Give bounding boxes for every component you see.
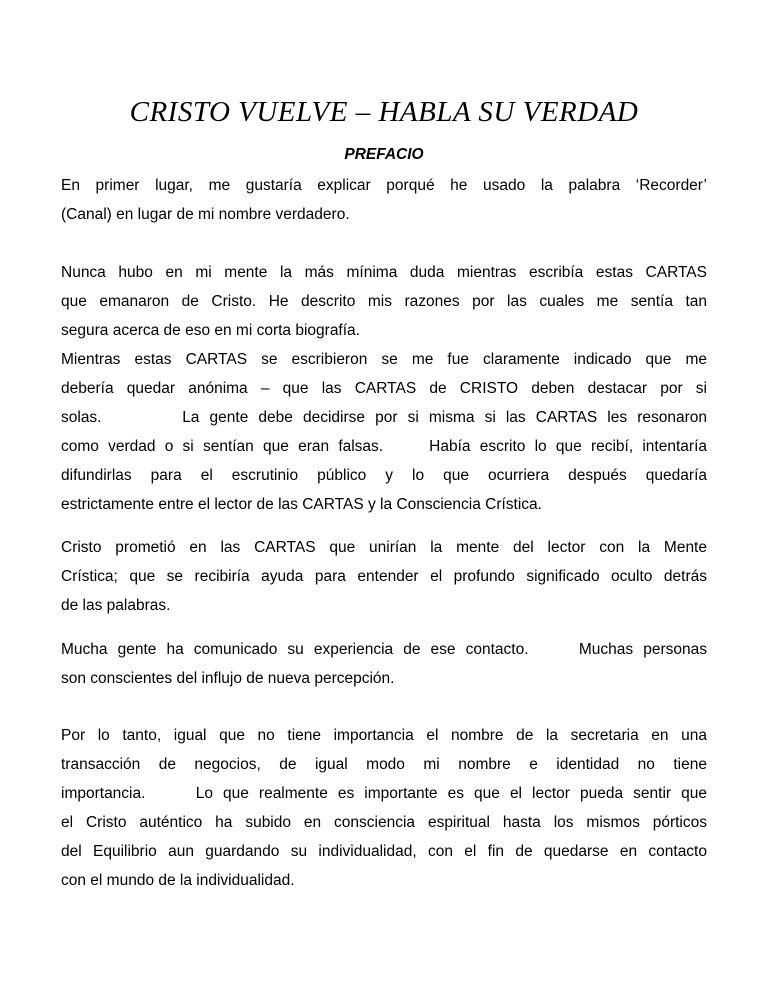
text-line: Mucha gente ha comunicado su experiencia de ese contacto. Muchas personas [61, 641, 707, 658]
text-line: son conscientes del influjo de nueva percepción. [61, 670, 395, 687]
text-line: importancia. Lo que realmente es importante es que el lector pueda sentir que [61, 785, 707, 802]
text-line: transacción de negocios, de igual modo mi nombre e identidad no tiene [61, 756, 707, 773]
text-line: debería quedar anónima – que las CARTAS de CRISTO deben destacar por si [61, 380, 707, 397]
text-line: Crística; que se recibiría ayuda para entender el profundo significado oculto detrás [61, 568, 707, 585]
paragraph-4 [61, 533, 707, 620]
paragraph-1 [61, 171, 707, 229]
text-line: del Equilibrio aun guardando su individualidad, con el fin de quedarse en contacto [61, 843, 707, 860]
text-line: el Cristo auténtico ha subido en consciencia espiritual hasta los mismos pórticos [61, 814, 707, 831]
text-line: que emanaron de Cristo. He descrito mis razones por las cuales me sentía tan [61, 293, 707, 310]
paragraph-6 [61, 721, 707, 895]
text-line: En primer lugar, me gustaría explicar porqué he usado la palabra ‘Recorder’ [61, 177, 707, 194]
text-line: como verdad o si sentían que eran falsas. Había escrito lo que recibí, intentaría [61, 438, 707, 455]
paragraph-3 [61, 345, 707, 519]
text-line: Cristo prometió en las CARTAS que unirían la mente del lector con la Mente [61, 539, 707, 556]
text-line: Por lo tanto, igual que no tiene importancia el nombre de la secretaria en una [61, 727, 707, 744]
text-line: estrictamente entre el lector de las CARTAS y la Consciencia Crística. [61, 496, 542, 513]
text-line: (Canal) en lugar de mi nombre verdadero. [61, 206, 350, 223]
paragraph-5 [61, 635, 707, 693]
text-line: Nunca hubo en mi mente la más mínima duda mientras escribía estas CARTAS [61, 264, 707, 281]
text-line: con el mundo de la individualidad. [61, 872, 295, 889]
paragraph-2 [61, 258, 707, 345]
text-line: solas. La gente debe decidirse por si misma si las CARTAS les resonaron [61, 409, 707, 426]
text-line: segura acerca de eso en mi corta biografía. [61, 322, 360, 339]
text-line: Mientras estas CARTAS se escribieron se me fue claramente indicado que me [61, 351, 707, 368]
text-line: de las palabras. [61, 597, 171, 614]
section-heading: PREFACIO [344, 146, 424, 163]
document-title: CRISTO VUELVE – HABLA SU VERDAD [129, 96, 639, 128]
text-line: difundirlas para el escrutinio público y lo que ocurriera después quedaría [61, 467, 707, 484]
